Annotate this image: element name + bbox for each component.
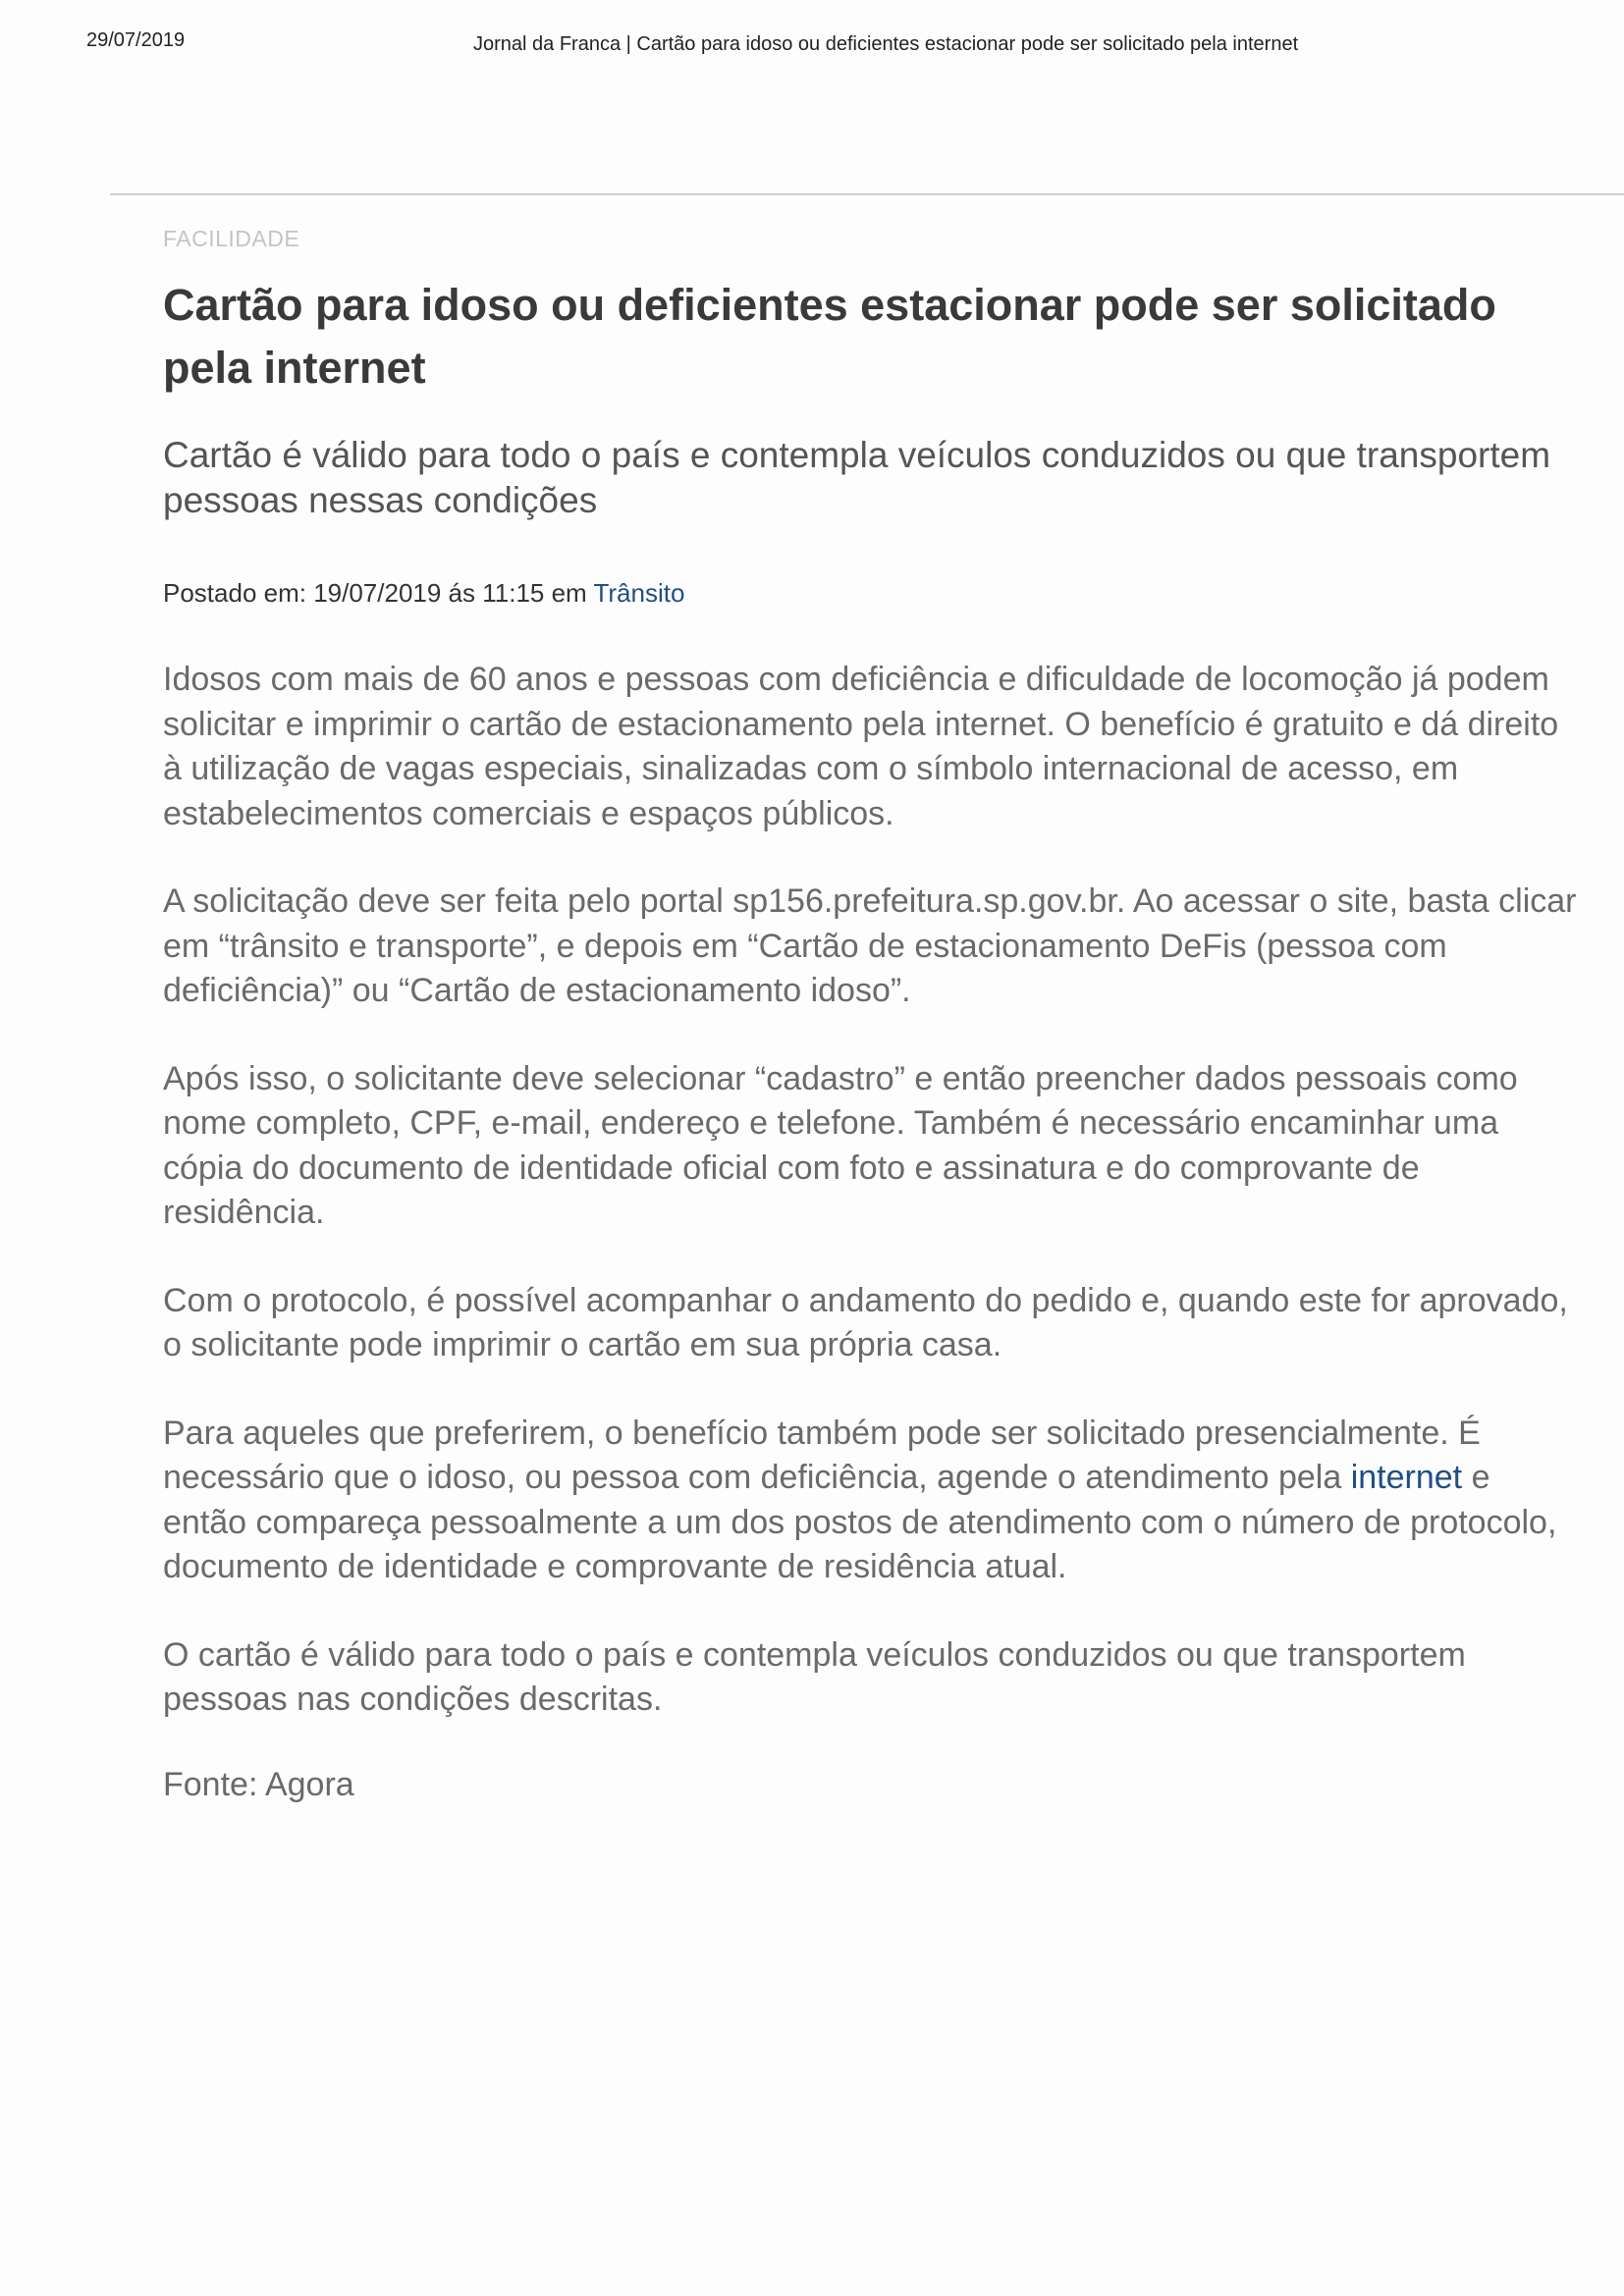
paragraph-with-link [163, 1412, 1577, 1590]
header-divider [110, 193, 1624, 195]
paragraph-text: e então compareça pessoalmente a um dos postos de atendimento com o número de protocolo, documento de identidade e comprovante de residência atual. [163, 1459, 1557, 1585]
article-body [163, 658, 1577, 1723]
paragraph-text: Para aqueles que preferirem, o benefício também pode ser solicitado presencialmente. É necessário que o idoso, ou pessoa com deficiência, agende o atendimento pela [163, 1414, 1481, 1496]
print-page-title: Jornal da Franca | Cartão para idoso ou deficientes estacionar pode ser solicitado pela internet [473, 33, 1299, 55]
article-kicker: FACILIDADE [163, 226, 300, 251]
internet-link[interactable]: internet [1350, 1459, 1463, 1496]
print-date: 29/07/2019 [86, 29, 186, 51]
paragraph: Idosos com mais de 60 anos e pessoas com deficiência e dificuldade de locomoção já podem solicitar e imprimir o cartão de estacionamento pela internet. O benefício é gratuito e dá direito à utilização de vagas especiais, sinalizadas com o símbolo internacional de acesso, em estabelecimentos comerciais e espaços públicos. [163, 661, 1559, 832]
paragraph: Com o protocolo, é possível acompanhar o andamento do pedido e, quando este for aprovado, o solicitante pode imprimir o cartão em sua própria casa. [163, 1281, 1568, 1363]
paragraph: A solicitação deve ser feita pelo portal sp156.prefeitura.sp.gov.br. Ao acessar o site, basta clicar em “trânsito e transporte”, e depois em “Cartão de estacionamento DeFis (pessoa com deficiência)” ou “Cartão de estacionamento idoso”. [163, 882, 1577, 1009]
category-link[interactable]: Trânsito [593, 578, 685, 608]
article [163, 226, 1577, 1804]
article-headline: Cartão para idoso ou deficientes estacionar pode ser solicitado pela internet [163, 280, 1496, 393]
article-meta [163, 578, 1577, 609]
print-header [0, 0, 1624, 196]
paragraph: O cartão é válido para todo o país e contempla veículos conduzidos ou que transportem pessoas nas condições descritas. [163, 1635, 1466, 1718]
article-source: Fonte: Agora [163, 1765, 354, 1803]
article-subtitle: Cartão é válido para todo o país e contempla veículos conduzidos ou que transportem pessoas nessas condições [163, 435, 1551, 520]
paragraph: Após isso, o solicitante deve selecionar “cadastro” e então preencher dados pessoais como nome completo, CPF, e-mail, endereço e telefone. Também é necessário encaminhar uma cópia do documento de identidade oficial com foto e assinatura e do comprovante de residência. [163, 1059, 1518, 1231]
posted-date-text: Postado em: 19/07/2019 ás 11:15 em [163, 578, 594, 608]
